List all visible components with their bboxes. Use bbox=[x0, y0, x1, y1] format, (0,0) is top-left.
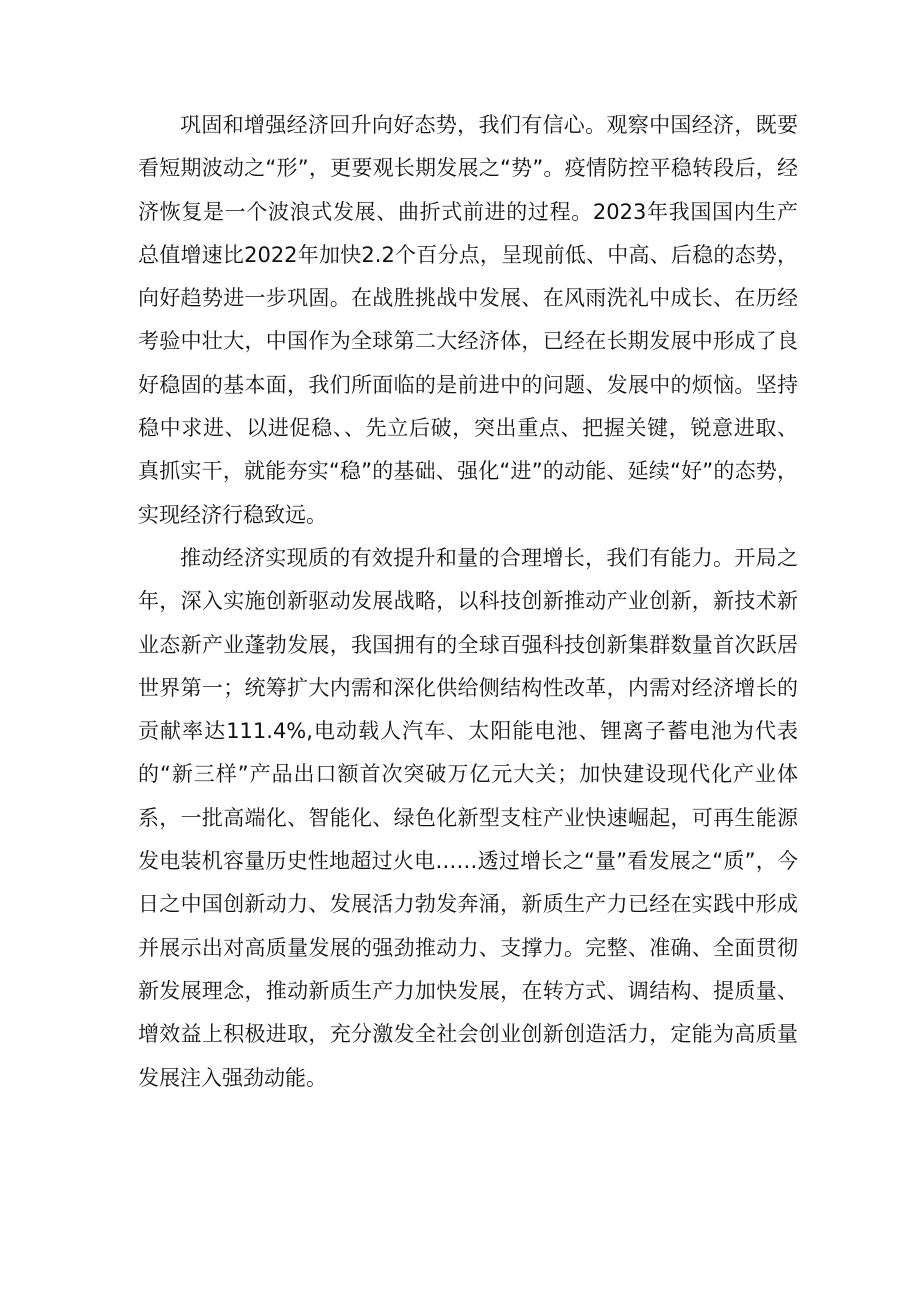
paragraph-confidence: 巩固和增强经济回升向好态势，我们有信心。观察中国经济，既要看短期波动之“形”，更要观长期发展之“势”。疫情防控平稳转段后，经济恢复是一个波浪式发展、曲折式前进的过程。2023年我国国内生产总值增速比2022年加快2.2个百分点，呈现前低、中高、后稳的态势，向好趋势进一步巩固。在战胜挑战中发展、在风雨洗礼中成长、在历经考验中壮大，中国作为全球第二大经济体，已经在长期发展中形成了良好稳固的基本面，我们所面临的是前进中的问题、发展中的烦恼。坚持稳中求进、以进促稳、、先立后破，突出重点、把握关键，锐意进取、真抓实干，就能夯实“稳”的基础、强化“进”的动能、延续“好”的态势，实现经济行稳致远。 bbox=[138, 113, 798, 527]
paragraph-capability: 推动经济实现质的有效提升和量的合理增长，我们有能力。开局之年，深入实施创新驱动发展战略，以科技创新推动产业创新，新技术新业态新产业蓬勃发展，我国拥有的全球百强科技创新集群数量首次跃居世界第一；统筹扩大内需和深化供给侧结构性改革，内需对经济增长的贡献率达111.4%,电动载人汽车、太阳能电池、锂离子蓄电池为代表的“新三样”产品出口额首次突破万亿元大关；加快建设现代化产业体系，一批高端化、智能化、绿色化新型支柱产业快速崛起，可再生能源发电装机容量历史性地超过火电……透过增长之“量”看发展之“质”，今日之中国创新动力、发展活力勃发奔涌，新质生产力已经在实践中形成并展示出对高质量发展的强劲推动力、支撑力。完整、准确、全面贯彻新发展理念，推动新质生产力加快发展，在转方式、调结构、提质量、增效益上积极进取，充分激发全社会创业创新创造活力，定能为高质量发展注入强劲动能。 bbox=[138, 545, 798, 1090]
document-body bbox=[138, 104, 798, 1100]
